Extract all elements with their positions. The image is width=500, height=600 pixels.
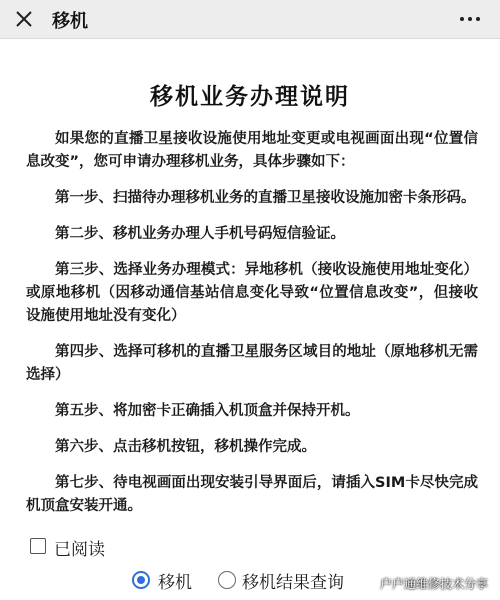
radio-move[interactable] xyxy=(132,571,150,589)
intro-paragraph: 如果您的直播卫星接收设施使用地址变更或电视画面出现“位置信息改变”，您可申请办理移机业务，具体步骤如下： xyxy=(26,131,478,170)
close-icon[interactable] xyxy=(14,9,34,29)
more-icon[interactable] xyxy=(458,9,482,29)
step-3: 第三步、选择业务办理模式：异地移机（接收设施使用地址变化）或原地移机（因移动通信基站信息变化导致“位置信息改变”，但接收设施使用地址没有变化） xyxy=(26,262,478,324)
step-5: 第五步、将加密卡正确插入机顶盒并保持开机。 xyxy=(55,403,360,419)
radio-move-result[interactable] xyxy=(218,571,236,589)
top-bar xyxy=(0,0,500,39)
step-2: 第二步、移机业务办理人手机号码短信验证。 xyxy=(55,226,345,242)
step-4: 第四步、选择可移机的直播卫星服务区域目的地址（原地移机无需选择） xyxy=(26,344,478,383)
radio-move-label[interactable]: 移机 xyxy=(158,573,192,593)
instructions xyxy=(26,128,478,531)
step-6: 第六步、点击移机按钮，移机操作完成。 xyxy=(55,439,316,455)
document-title: 移机业务办理说明 xyxy=(150,84,350,110)
read-checkbox-label: 已阅读 xyxy=(54,540,105,560)
radio-move-result-label[interactable]: 移机结果查询 xyxy=(242,573,344,593)
page-title: 移机 xyxy=(52,11,88,32)
watermark: 户户通维修技术分享 xyxy=(379,577,488,591)
step-7: 第七步、待电视画面出现安装引导界面后，请插入SIM卡尽快完成机顶盒安装开通。 xyxy=(26,475,478,514)
step-1: 第一步、扫描待办理移机业务的直播卫星接收设施加密卡条形码。 xyxy=(55,190,476,206)
read-checkbox[interactable] xyxy=(30,538,46,554)
